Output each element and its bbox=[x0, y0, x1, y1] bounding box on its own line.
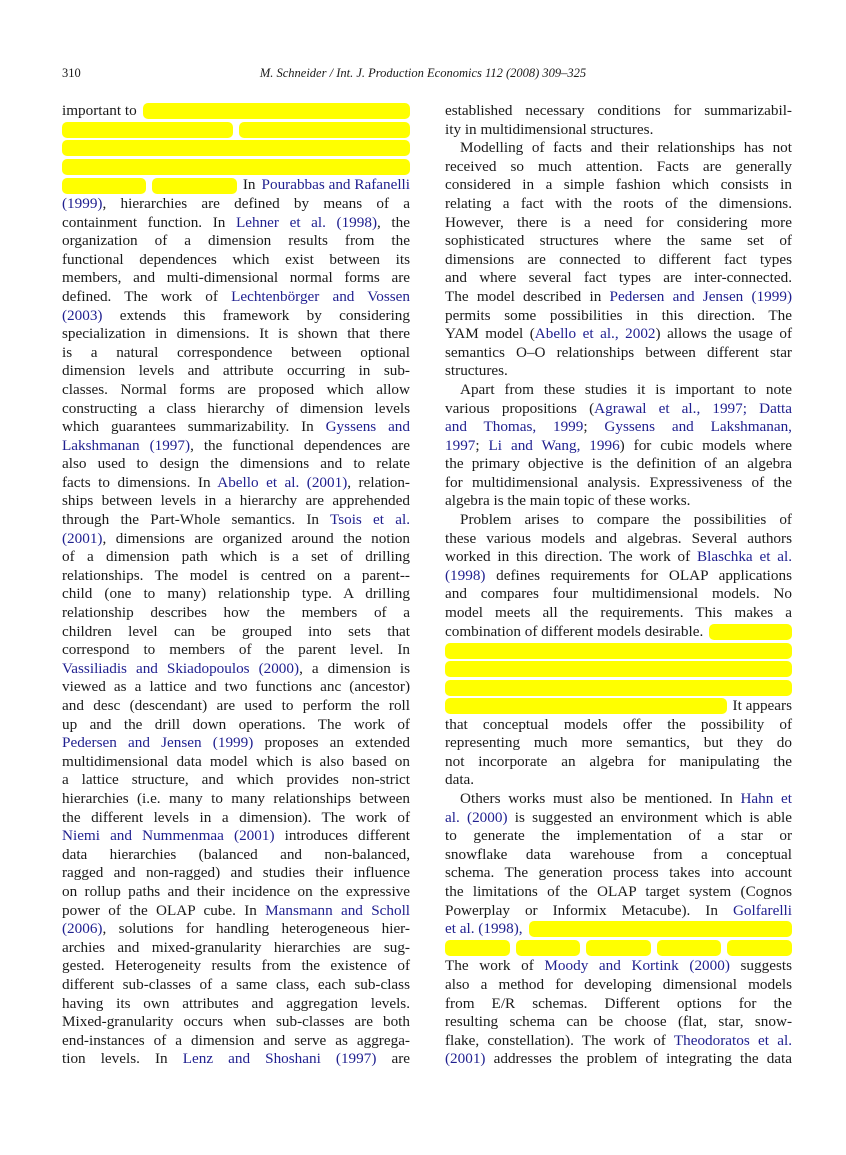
text-line bbox=[445, 232, 792, 251]
body-text: Problem arises to compare the possibilities of bbox=[460, 511, 792, 529]
highlight-annotation[interactable] bbox=[445, 680, 792, 696]
text-line bbox=[62, 437, 410, 456]
body-text: children level can be grouped into sets that bbox=[62, 622, 410, 640]
highlight-annotation[interactable] bbox=[62, 140, 410, 156]
citation-link[interactable]: Gyssens and Lakshmanan, bbox=[604, 418, 792, 436]
text-line bbox=[62, 939, 410, 958]
body-text: functional dependences which exist between its bbox=[62, 250, 410, 268]
text-line bbox=[445, 995, 792, 1014]
citation-link[interactable]: Pedersen and Jensen (1999) bbox=[62, 734, 254, 752]
body-text: , hierarchies are defined by means of a bbox=[102, 194, 410, 212]
text-line bbox=[62, 158, 410, 177]
text-line bbox=[62, 604, 410, 623]
body-text: the limitations of the OLAP target system (Cognos bbox=[445, 882, 792, 900]
text-line bbox=[445, 734, 792, 753]
text-line bbox=[62, 753, 410, 772]
text-line bbox=[62, 920, 410, 939]
body-text: representing much more semantics, but they do bbox=[445, 734, 792, 752]
body-text: ; bbox=[475, 436, 489, 454]
text-line bbox=[445, 771, 792, 790]
body-text: ships between levels in a hierarchy are apprehended bbox=[62, 492, 410, 510]
body-text: , solutions for handling heterogeneous hier- bbox=[102, 920, 410, 938]
body-text: Mixed-granularity occurs when sub-classes are both bbox=[62, 1013, 410, 1031]
text-line bbox=[62, 121, 410, 140]
citation-link[interactable]: et al. (1998), bbox=[445, 920, 523, 938]
body-text: different sub-classes of a same class, each sub-class bbox=[62, 975, 410, 993]
body-text: also used to design the dimensions and to relate bbox=[62, 455, 410, 473]
text-line bbox=[445, 678, 792, 697]
citation-link[interactable]: Golfarelli bbox=[732, 901, 792, 919]
text-line bbox=[62, 957, 410, 976]
text-line bbox=[62, 548, 410, 567]
text-line bbox=[445, 883, 792, 902]
text-line bbox=[445, 251, 792, 270]
citation-link[interactable]: Pedersen and Jensen (1999) bbox=[609, 287, 793, 305]
body-text: ragged and non-ragged) and studies their influence bbox=[62, 864, 410, 882]
text-line bbox=[62, 530, 410, 549]
body-text: data. bbox=[445, 771, 475, 789]
citation-link[interactable]: Vassiliadis and Skiadopoulos (2000) bbox=[62, 659, 300, 677]
highlight-annotation[interactable] bbox=[529, 921, 792, 937]
body-text: introduces different bbox=[274, 827, 410, 845]
body-text: snowflake data warehouse from a conceptual bbox=[445, 845, 792, 863]
text-line bbox=[445, 400, 792, 419]
text-line bbox=[445, 846, 792, 865]
text-line bbox=[445, 307, 792, 326]
text-line bbox=[445, 585, 792, 604]
body-text: and compares four multidimensional models. No bbox=[445, 585, 792, 603]
body-text: a lattice structure, and which provides non-strict bbox=[62, 771, 410, 789]
text-line bbox=[445, 362, 792, 381]
text-line bbox=[62, 790, 410, 809]
citation-link[interactable]: Tsois et al. bbox=[329, 511, 410, 529]
highlight-annotation[interactable] bbox=[586, 940, 651, 956]
body-text: which guarantees summarizability. In bbox=[62, 418, 326, 436]
text-line bbox=[62, 269, 410, 288]
body-text: not incorporate an algebra for manipulating the bbox=[445, 752, 792, 770]
citation-link[interactable]: Lakshmanan (1997) bbox=[62, 436, 191, 454]
text-line bbox=[445, 1013, 792, 1032]
body-text: flake, constellation). The work of bbox=[445, 1031, 674, 1049]
body-text: ity in multidimensional structures. bbox=[445, 120, 654, 138]
text-line bbox=[445, 214, 792, 233]
text-line bbox=[62, 771, 410, 790]
text-line bbox=[62, 474, 410, 493]
left-column bbox=[62, 102, 410, 1069]
body-text: from E/R schemas. Different options for the bbox=[445, 994, 792, 1012]
text-line bbox=[445, 344, 792, 363]
body-text: proposes an extended bbox=[253, 734, 410, 752]
highlight-annotation[interactable] bbox=[143, 103, 410, 119]
citation-link[interactable]: (2001) bbox=[445, 1050, 486, 1068]
highlight-annotation[interactable] bbox=[445, 661, 792, 677]
body-text: organization of a dimension results from the bbox=[62, 232, 410, 250]
text-line bbox=[445, 121, 792, 140]
page-number: 310 bbox=[62, 66, 81, 80]
text-line bbox=[445, 530, 792, 549]
highlight-annotation[interactable] bbox=[62, 178, 146, 194]
text-line bbox=[445, 604, 792, 623]
body-text: also a method for developing dimensional models bbox=[445, 975, 792, 993]
text-line bbox=[445, 269, 792, 288]
body-text: through the Part-Whole semantics. In bbox=[62, 511, 330, 529]
text-line bbox=[62, 288, 410, 307]
highlight-annotation[interactable] bbox=[62, 159, 410, 175]
body-text: facts to dimensions. In bbox=[62, 473, 218, 491]
body-text: viewed as a lattice and two functions anc (ancestor) bbox=[62, 678, 410, 696]
body-text: extends this framework by considering bbox=[102, 306, 410, 324]
body-text: for multidimensional analysis. Expressiveness of the bbox=[445, 473, 792, 491]
body-text: various propositions ( bbox=[445, 399, 595, 417]
citation-link[interactable]: (2001) bbox=[62, 529, 103, 547]
body-text: the different levels in a dimension). The work of bbox=[62, 808, 410, 826]
text-line bbox=[445, 753, 792, 772]
text-line bbox=[445, 827, 792, 846]
body-text: , the functional dependences are bbox=[190, 436, 410, 454]
body-text: are bbox=[376, 1050, 410, 1068]
highlight-annotation[interactable] bbox=[445, 940, 510, 956]
text-line bbox=[62, 623, 410, 642]
text-line bbox=[62, 976, 410, 995]
text-line bbox=[62, 1050, 410, 1069]
highlight-annotation[interactable] bbox=[62, 122, 233, 138]
body-text: ) allows the usage of bbox=[655, 325, 793, 343]
highlight-annotation[interactable] bbox=[239, 122, 410, 138]
highlight-annotation[interactable] bbox=[657, 940, 722, 956]
body-text: Others works must also be mentioned. In bbox=[460, 789, 741, 807]
body-text: , a dimension is bbox=[299, 659, 410, 677]
citation-link[interactable]: al. (2000) bbox=[445, 808, 508, 826]
body-text: suggests bbox=[729, 957, 792, 975]
text-line bbox=[62, 697, 410, 716]
text-line bbox=[445, 139, 792, 158]
body-text: and desc (descendant) are used to perform the roll bbox=[62, 697, 410, 714]
text-line bbox=[445, 623, 792, 642]
text-line bbox=[445, 902, 792, 921]
text-line bbox=[62, 418, 410, 437]
text-line bbox=[62, 232, 410, 251]
body-text: considered in a simple fashion which consists in bbox=[445, 176, 792, 194]
text-line bbox=[445, 492, 792, 511]
body-text: the primary objective is the definition of an algebra bbox=[445, 455, 792, 473]
body-text: received so much attention. Facts are generally bbox=[445, 157, 792, 175]
body-text: hierarchies (i.e. many to many relationships between bbox=[62, 789, 410, 807]
body-text: sophisticated structures where the same set of bbox=[445, 232, 792, 250]
citation-link[interactable]: Hahn et bbox=[740, 789, 792, 807]
body-text: relating a fact with the roots of the dimensions. bbox=[445, 194, 792, 212]
body-text: In bbox=[242, 176, 256, 194]
text-line bbox=[445, 195, 792, 214]
text-line bbox=[62, 195, 410, 214]
body-text: defined. The work of bbox=[62, 287, 232, 305]
body-text: tion levels. In bbox=[62, 1050, 183, 1068]
text-line bbox=[62, 734, 410, 753]
body-text: , the bbox=[377, 213, 410, 231]
body-text: archies and mixed-granularity hierarchies are sug- bbox=[62, 938, 410, 956]
text-line bbox=[445, 697, 792, 716]
text-line bbox=[62, 641, 410, 660]
body-text: is a natural correspondence between optional bbox=[62, 343, 410, 361]
citation-link[interactable]: and Thomas, 1999 bbox=[445, 418, 584, 436]
body-text: gested. Heterogeneity results from the existence of bbox=[62, 957, 410, 975]
text-line bbox=[62, 846, 410, 865]
body-text: resulting schema can be choose (flat, star, snow- bbox=[445, 1013, 792, 1031]
text-line bbox=[62, 492, 410, 511]
citation-link[interactable]: Lenz and Shoshani (1997) bbox=[182, 1050, 377, 1068]
body-text: Powerplay or Informix Metacube). In bbox=[445, 901, 733, 919]
body-text: dimension levels and attribute occurring in sub- bbox=[62, 362, 410, 380]
body-text: combination of different models desirable. bbox=[445, 622, 704, 640]
text-line bbox=[62, 381, 410, 400]
highlight-annotation[interactable] bbox=[445, 698, 727, 714]
text-line bbox=[62, 902, 410, 921]
text-line bbox=[445, 455, 792, 474]
text-line bbox=[62, 809, 410, 828]
citation-link[interactable]: Mansmann and Scholl bbox=[265, 901, 411, 919]
body-text: The model described in bbox=[445, 287, 610, 305]
body-text: classes. Normal forms are proposed which allow bbox=[62, 380, 410, 398]
text-line bbox=[62, 400, 410, 419]
citation-link[interactable]: Li and Wang, 1996 bbox=[488, 436, 620, 454]
citation-link[interactable]: Agrawal et al., 1997; Datta bbox=[594, 399, 792, 417]
body-text: members, and multi-dimensional normal forms are bbox=[62, 269, 410, 287]
text-line bbox=[62, 362, 410, 381]
body-text: important to bbox=[62, 102, 137, 119]
text-line bbox=[62, 716, 410, 735]
citation-link[interactable]: (2006) bbox=[62, 920, 103, 938]
body-text: specialization in dimensions. It is shown that there bbox=[62, 325, 410, 343]
body-text: having its own attributes and aggregation levels. bbox=[62, 994, 410, 1012]
body-text: and where several fact types are inter-connected. bbox=[445, 269, 792, 287]
body-text: correspond to members of the parent level. In bbox=[62, 641, 410, 659]
text-line bbox=[62, 344, 410, 363]
highlight-annotation[interactable] bbox=[709, 624, 792, 640]
text-line bbox=[62, 585, 410, 604]
text-line bbox=[62, 995, 410, 1014]
text-line bbox=[445, 158, 792, 177]
body-text: Apart from these studies it is important to note bbox=[460, 380, 792, 398]
body-text: constructing a class hierarchy of dimension levels bbox=[62, 399, 410, 417]
text-line bbox=[445, 920, 792, 939]
text-line bbox=[445, 567, 792, 586]
text-line bbox=[62, 660, 410, 679]
body-text: Modelling of facts and their relationships has not bbox=[460, 139, 792, 157]
citation-link[interactable]: Lechtenbörger and Vossen bbox=[231, 287, 410, 305]
text-line bbox=[445, 511, 792, 530]
body-text: worked in this direction. The work of bbox=[445, 548, 697, 566]
body-text: data hierarchies (balanced and non-balanced, bbox=[62, 845, 410, 863]
text-line bbox=[445, 660, 792, 679]
text-line bbox=[62, 102, 410, 121]
citation-link[interactable]: Pourabbas and Rafanelli bbox=[261, 176, 410, 194]
text-line bbox=[62, 567, 410, 586]
text-line bbox=[62, 827, 410, 846]
text-line bbox=[445, 437, 792, 456]
text-line bbox=[62, 455, 410, 474]
citation-link[interactable]: (1999) bbox=[62, 194, 103, 212]
text-line bbox=[445, 381, 792, 400]
body-text: child (one to many) relationship type. A drilling bbox=[62, 585, 410, 603]
body-text: structures. bbox=[445, 362, 508, 380]
body-text: of a dimension path which is a set of drilling bbox=[62, 548, 410, 566]
text-line bbox=[445, 325, 792, 344]
body-text: ) for cubic models where bbox=[619, 436, 792, 454]
body-text: algebra is the main topic of these works. bbox=[445, 492, 691, 510]
text-line bbox=[445, 418, 792, 437]
body-text: semantics O–O relationships between different star bbox=[445, 343, 792, 361]
body-text: multidimensional data model which is also based on bbox=[62, 752, 410, 770]
body-text: It appears bbox=[732, 697, 792, 714]
body-text: relationships. The model is centred on a parent-- bbox=[62, 566, 410, 584]
citation-link[interactable]: Gyssens and bbox=[325, 418, 410, 436]
text-line bbox=[62, 1013, 410, 1032]
body-text: The work of bbox=[445, 957, 545, 975]
citation-link[interactable]: Lehner et al. (1998) bbox=[235, 213, 378, 231]
text-line bbox=[445, 939, 792, 958]
text-line bbox=[62, 325, 410, 344]
highlight-annotation[interactable] bbox=[727, 940, 792, 956]
body-text: defines requirements for OLAP applications bbox=[485, 566, 792, 584]
text-line bbox=[62, 214, 410, 233]
text-line bbox=[62, 511, 410, 530]
body-text: to generate the implementation of a star or bbox=[445, 827, 792, 845]
citation-link[interactable]: Abello et al., 2002 bbox=[534, 325, 656, 343]
right-column bbox=[445, 102, 792, 1069]
citation-link[interactable]: Niemi and Nummenmaa (2001) bbox=[62, 827, 275, 845]
text-line bbox=[445, 288, 792, 307]
body-text: that conceptual models offer the possibility of bbox=[445, 715, 792, 733]
body-text: However, there is a need for considering more bbox=[445, 213, 792, 231]
text-line bbox=[445, 176, 792, 195]
body-text: established necessary conditions for summarizabil- bbox=[445, 102, 792, 119]
text-line bbox=[445, 102, 792, 121]
highlight-annotation[interactable] bbox=[152, 178, 236, 194]
text-line bbox=[445, 641, 792, 660]
running-header: M. Schneider / Int. J. Production Economics 112 (2008) 309–325 bbox=[259, 66, 587, 80]
citation-link[interactable]: Abello et al. (2001) bbox=[217, 473, 348, 491]
highlight-annotation[interactable] bbox=[445, 643, 792, 659]
text-line bbox=[62, 139, 410, 158]
text-line bbox=[62, 883, 410, 902]
body-text: on rollup paths and their incidence on the expressive bbox=[62, 882, 410, 900]
body-text: end-instances of a dimension and serve as aggrega- bbox=[62, 1031, 410, 1049]
text-line bbox=[445, 474, 792, 493]
text-line bbox=[62, 176, 410, 195]
highlight-annotation[interactable] bbox=[516, 940, 581, 956]
text-line bbox=[62, 864, 410, 883]
body-text: schema. The generation process takes into account bbox=[445, 864, 792, 882]
text-line bbox=[445, 864, 792, 883]
text-line bbox=[445, 957, 792, 976]
text-line bbox=[62, 1032, 410, 1051]
text-line bbox=[445, 1050, 792, 1069]
text-line bbox=[445, 976, 792, 995]
text-line bbox=[62, 307, 410, 326]
body-text: YAM model ( bbox=[445, 325, 535, 343]
body-text: , relation- bbox=[347, 473, 410, 491]
body-text: relationship describes how the members of a bbox=[62, 604, 410, 622]
citation-link[interactable]: (1998) bbox=[445, 566, 486, 584]
body-text: containment function. In bbox=[62, 213, 236, 231]
citation-link[interactable]: Moody and Kortink (2000) bbox=[544, 957, 730, 975]
citation-link[interactable]: 1997 bbox=[445, 436, 476, 454]
body-text: these various models and algebras. Several authors bbox=[445, 529, 792, 547]
body-text: up and the drill down operations. The work of bbox=[62, 715, 410, 733]
text-line bbox=[62, 678, 410, 697]
body-text: power of the OLAP cube. In bbox=[62, 901, 266, 919]
body-text: dimensions are connected to different fact types bbox=[445, 250, 792, 268]
text-line bbox=[62, 251, 410, 270]
citation-link[interactable]: Blaschka et al. bbox=[696, 548, 792, 566]
body-text: , dimensions are organized around the notion bbox=[102, 529, 410, 547]
body-text: is suggested an environment which is able bbox=[507, 808, 792, 826]
body-text: model meets all the requirements. This makes a bbox=[445, 604, 792, 622]
text-line bbox=[445, 548, 792, 567]
text-line bbox=[445, 809, 792, 828]
citation-link[interactable]: Theodoratos et al. bbox=[673, 1031, 792, 1049]
text-line bbox=[445, 716, 792, 735]
body-text: addresses the problem of integrating the data bbox=[485, 1050, 792, 1068]
text-line bbox=[445, 790, 792, 809]
body-text: permits some possibilities in this direction. The bbox=[445, 306, 792, 324]
text-line bbox=[445, 1032, 792, 1051]
citation-link[interactable]: (2003) bbox=[62, 306, 103, 324]
body-text: ; bbox=[583, 418, 605, 436]
